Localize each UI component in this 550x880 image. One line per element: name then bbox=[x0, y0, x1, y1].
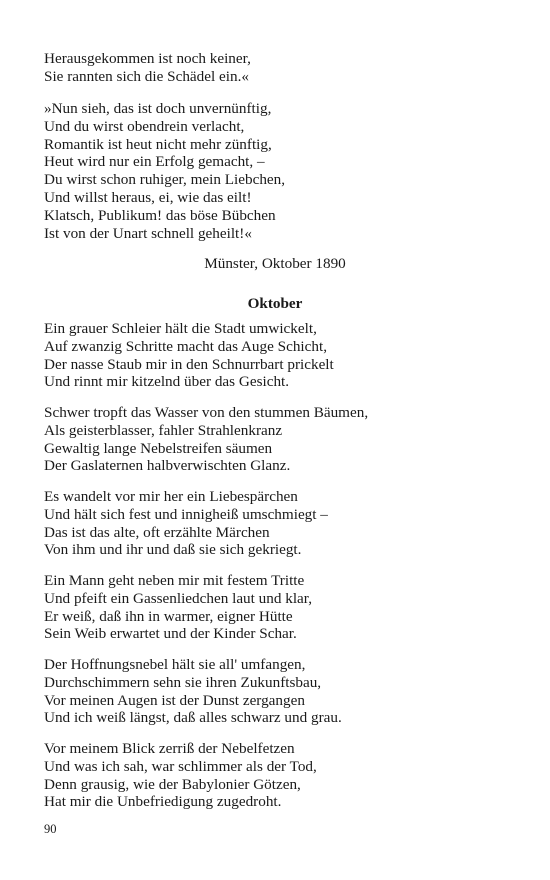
verse-line: Du wirst schon ruhiger, mein Liebchen, bbox=[44, 171, 286, 189]
verse-line: Gewaltig lange Nebelstreifen säumen bbox=[44, 439, 273, 457]
verse-line: Ist von der Unart schnell geheilt!« bbox=[44, 224, 252, 242]
verse-line: Der nasse Staub mir in den Schnurrbart prickelt bbox=[44, 355, 334, 373]
verse-line: Durchschimmern sehn sie ihren Zukunftsbau, bbox=[44, 673, 322, 691]
verse-line: Ein grauer Schleier hält die Stadt umwickelt, bbox=[44, 320, 317, 337]
verse-line: Das ist das alte, oft erzählte Märchen bbox=[44, 523, 270, 541]
verse-line: Und pfeift ein Gassenliedchen laut und klar, bbox=[44, 589, 313, 607]
verse-line: Es wandelt vor mir her ein Liebespärchen bbox=[44, 488, 298, 505]
verse-line: Und was ich sah, war schlimmer als der Tod, bbox=[44, 757, 317, 775]
verse-line: Und hält sich fest und innigheiß umschmiegt – bbox=[44, 505, 328, 523]
verse-line: Und rinnt mir kitzelnd über das Gesicht. bbox=[44, 373, 290, 391]
verse-line: Als geisterblasser, fahler Strahlenkranz bbox=[44, 421, 283, 439]
verse-line: Und willst heraus, ei, wie das eilt! bbox=[44, 188, 252, 206]
verse-line: Und du wirst obendrein verlacht, bbox=[44, 117, 245, 135]
stanza-5 bbox=[44, 656, 514, 727]
verse-line: Vor meinen Augen ist der Dunst zergangen bbox=[44, 691, 305, 709]
verse-line: Hat mir die Unbefriedigung zugedroht. bbox=[44, 793, 282, 811]
place-date: Münster, Oktober 1890 bbox=[204, 255, 346, 272]
verse-line: Schwer tropft das Wasser von den stummen Bäumen, bbox=[44, 404, 369, 421]
verse-line: »Nun sieh, das ist doch unvernünftig, bbox=[44, 100, 272, 117]
verse-line: Denn grausig, wie der Babylonier Götzen, bbox=[44, 775, 301, 793]
previous-poem-final-stanza bbox=[44, 100, 514, 242]
verse-line: Klatsch, Publikum! das böse Bübchen bbox=[44, 206, 276, 224]
stanza-1 bbox=[44, 320, 514, 391]
stanza-2 bbox=[44, 404, 514, 475]
stanza-4 bbox=[44, 572, 514, 643]
verse-line: Auf zwanzig Schritte macht das Auge Schicht, bbox=[44, 337, 327, 355]
verse-line: Vor meinem Blick zerriß der Nebelfetzen bbox=[44, 740, 295, 757]
poem-title: Oktober bbox=[247, 295, 303, 312]
page-number: 90 bbox=[44, 822, 57, 836]
verse-line: Und ich weiß längst, daß alles schwarz und grau. bbox=[44, 709, 342, 727]
previous-poem-stanza-end bbox=[44, 50, 514, 86]
verse-line: Heut wird nur ein Erfolg gemacht, – bbox=[44, 153, 265, 171]
verse-line: Der Gaslaternen halbverwischten Glanz. bbox=[44, 457, 291, 475]
verse-line: Sein Weib erwartet und der Kinder Schar. bbox=[44, 625, 297, 643]
verse-line: Romantik ist heut nicht mehr zünftig, bbox=[44, 135, 272, 153]
verse-line: Sie rannten sich die Schädel ein.« bbox=[44, 67, 249, 85]
verse-line: Der Hoffnungsnebel hält sie all' umfangen, bbox=[44, 656, 306, 673]
verse-line: Er weiß, daß ihn in warmer, eigner Hütte bbox=[44, 607, 293, 625]
stanza-6 bbox=[44, 740, 514, 811]
verse-line: Von ihm und ihr und daß sie sich gekriegt. bbox=[44, 541, 302, 559]
verse-line: Ein Mann geht neben mir mit festem Tritte bbox=[44, 572, 305, 589]
stanza-3 bbox=[44, 488, 514, 559]
verse-line: Herausgekommen ist noch keiner, bbox=[44, 50, 251, 67]
